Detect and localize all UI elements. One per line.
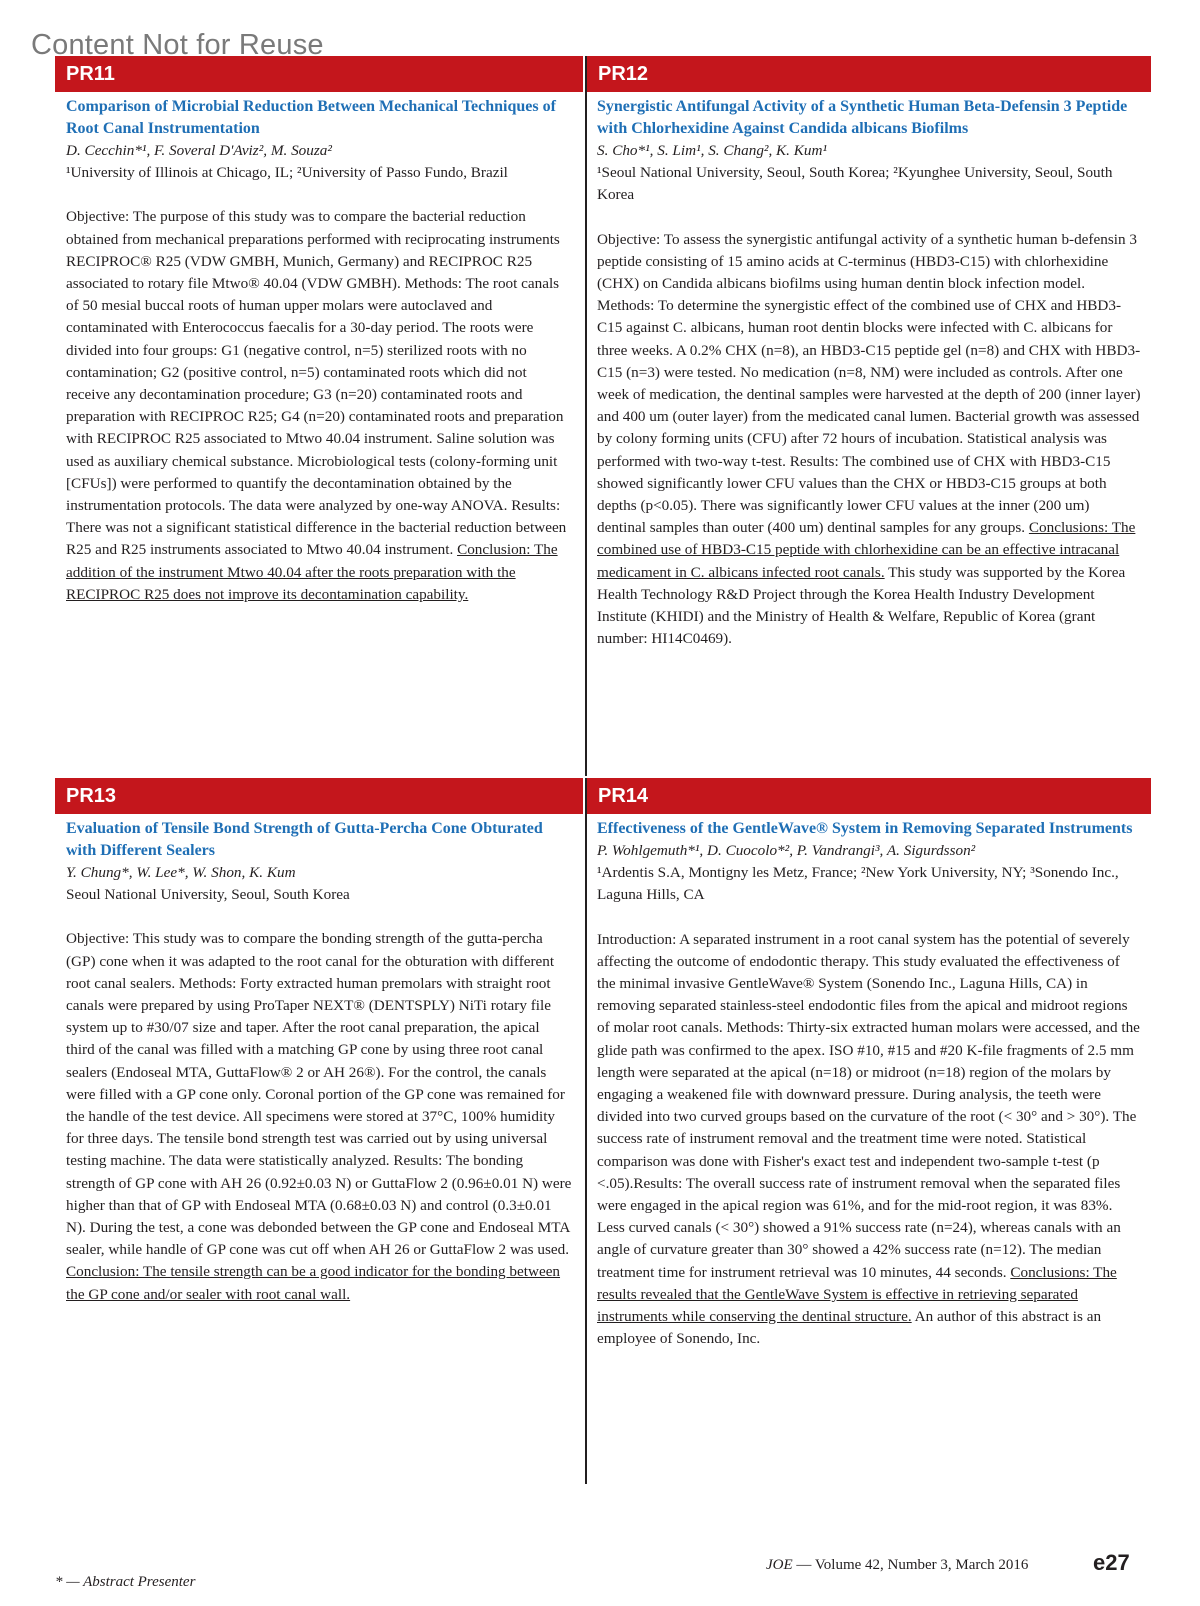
watermark: Content Not for Reuse xyxy=(31,29,324,61)
abstract-affiliations: ¹University of Illinois at Chicago, IL; ²University of Passo Fundo, Brazil xyxy=(66,164,508,182)
abstract-text: Objective: This study was to compare the bonding strength of the gutta-percha (GP) cone when it was adapted to the root canal for the obturation with different root canal sealers. Methods: Forty extracted human premolars with straight root canals were prepared by using ProTaper NEXT® (DENTSPLY) NiTi rotary file system up to #30/07 size and taper. After the root canal preparation, the apical third of the canal was filled with a matching GP cone by using three root canal sealers (Endoseal MTA, GuttaFlow® 2 or AH 26®). For the control, the canals were filled with a GP cone only. Coronal portion of the GP cone was remained for the handle of the test device. All specimens were stored at 37°C, 100% humidity for three days. The tensile bond strength test was carried out by using universal testing machine. The data were statistically analyzed. Results: The bonding strength of GP cone with AH 26 (0.92±0.03 N) or GuttaFlow 2 (0.96±0.01 N) were higher than that of GP with Endoseal MTA (0.68±0.03 N) and control (0.3±0.01 N). During the test, a cone was debonded between the GP cone and Endoseal MTA sealer, while handle of GP cone was cut off when AH 26 or GuttaFlow 2 was used. xyxy=(66,930,572,1259)
abstract-header-pr13: PR13 xyxy=(55,778,583,814)
abstract-affiliations: ¹Ardentis S.A, Montigny les Metz, France; ²New York University, NY; ³Sonendo Inc., Laguna Hills, CA xyxy=(597,864,1119,904)
abstract-conclusion: Conclusions: The results revealed that the GentleWave System is effective in retrieving separated instruments while conserving the dentinal structure. xyxy=(597,1263,1117,1326)
abstract-header-pr11: PR11 xyxy=(55,56,583,92)
abstract-pr12 xyxy=(597,96,1141,650)
abstract-title: Comparison of Microbial Reduction Between Mechanical Techniques of Root Canal Instrumentation xyxy=(66,98,556,137)
abstract-header-pr14: PR14 xyxy=(587,778,1151,814)
journal-name: JOE xyxy=(766,1557,793,1573)
abstract-title: Synergistic Antifungal Activity of a Synthetic Human Beta-Defensin 3 Peptide with Chlorhexidine Against Candida albicans Biofilms xyxy=(597,98,1128,137)
abstract-text: Objective: The purpose of this study was to compare the bacterial reduction obtained from mechanical preparations performed with reciprocating instruments RECIPROC® R25 (VDW GMBH, Munich, Germany) and RECIPROC R25 associated to rotary file Mtwo® 40.04 (VDW GMBH). Methods: The root canals of 50 mesial buccal roots of human upper molars were autoclaved and contaminated with Enterococcus faecalis for a 30-day period. The roots were divided into four groups: G1 (negative control, n=5) sterilized roots with no contamination; G2 (positive control, n=5) contaminated roots which did not receive any decontamination procedure; G3 (n=20) contaminated roots and preparation with RECIPROC R25; G4 (n=20) contaminated roots and preparation with RECIPROC R25 associated to Mtwo 40.04 instrument. Saline solution was used as auxiliary chemical substance. Microbiological tests (colony-forming unit [CFUs]) were performed to quantify the decontamination obtained by the instrumentation protocols. The data were analyzed by one-way ANOVA. Results: There was not a significant statistical difference in the bacterial reduction between R25 and R25 instruments associated to Mtwo 40.04 instrument. xyxy=(66,208,567,559)
journal-citation xyxy=(766,1557,1028,1574)
abstract-pr11 xyxy=(66,96,572,606)
abstract-authors: P. Wohlgemuth*¹, D. Cuocolo*², P. Vandrangi³, A. Sigurdsson² xyxy=(597,842,976,859)
abstract-presenter-note: * — Abstract Presenter xyxy=(55,1574,196,1590)
abstract-title: Evaluation of Tensile Bond Strength of Gutta-Percha Cone Obturated with Different Sealers xyxy=(66,820,543,859)
abstract-authors: S. Cho*¹, S. Lim¹, S. Chang², K. Kum¹ xyxy=(597,142,828,159)
abstract-disclosure-note: An author of this abstract is an employee of Sonendo, Inc. xyxy=(597,1308,1102,1348)
abstract-body xyxy=(597,229,1141,651)
column-divider-top xyxy=(585,56,587,776)
abstract-affiliations: ¹Seoul National University, Seoul, South Korea; ²Kyunghee University, Seoul, South Korea xyxy=(597,164,1113,204)
column-divider-bottom xyxy=(585,778,587,1484)
abstract-title: Effectiveness of the GentleWave® System in Removing Separated Instruments xyxy=(597,820,1133,837)
abstract-conclusion: Conclusions: The combined use of HBD3-C15 peptide with chlorhexidine can be an effective intracanal medicament in C. albicans infected root canals. xyxy=(597,519,1136,581)
abstract-authors: Y. Chung*, W. Lee*, W. Shon, K. Kum xyxy=(66,864,296,881)
abstract-body xyxy=(66,928,572,1305)
abstract-pr14 xyxy=(597,818,1141,1350)
abstract-pr13 xyxy=(66,818,572,1306)
abstract-conclusion: Conclusion: The tensile strength can be a good indicator for the bonding between the GP cone and/or sealer with root canal wall. xyxy=(66,1263,561,1303)
abstract-body xyxy=(66,206,572,606)
abstract-header-pr12: PR12 xyxy=(587,56,1151,92)
abstract-funding-note: This study was supported by the Korea Health Technology R&D Project through the Korea Health Industry Development Institute (KHIDI) and the Ministry of Health & Welfare, Republic of Korea (grant number: HI14C0469). xyxy=(597,563,1126,648)
abstract-body xyxy=(597,929,1141,1351)
abstract-text: Introduction: A separated instrument in a root canal system has the potential of severely affecting the outcome of endodontic therapy. This study evaluated the effectiveness of the minimal invasive GentleWave® System (Sonendo Inc., Laguna Hills, CA) in removing separated stainless-steel endodontic files from the apical and midroot regions of molar root canals. Methods: Thirty-six extracted human molars were accessed, and the glide path was confirmed to the apex. ISO #10, #15 and #20 K-file fragments of 2.5 mm length were separated at the apical (n=18) or midroot (n=18) region of the molars by engaging a weakened file with downward pressure. During analysis, the teeth were divided into two curved groups based on the curvature of the root (< 30° and > 30°). The success rate of instrument removal and the treatment time were noted. Statistical comparison was done with Fisher's exact test and independent two-sample t-test (p <.05).Results: The overall success rate of instrument removal when the separated files were engaged in the apical region was 61%, and for the mid-root region, it was 83%. Less curved canals (< 30°) showed a 91% success rate (n=24), whereas canals with an angle of curvature greater than 30° showed a 42% success rate (n=12). The median treatment time for instrument retrieval was 10 minutes, 44 seconds. xyxy=(597,930,1140,1281)
page-number: e27 xyxy=(1093,1550,1130,1575)
abstract-affiliations: Seoul National University, Seoul, South Korea xyxy=(66,886,350,904)
abstract-authors: D. Cecchin*¹, F. Soveral D'Aviz², M. Souza² xyxy=(66,142,332,159)
abstract-conclusion: Conclusion: The addition of the instrument Mtwo 40.04 after the roots preparation with the RECIPROC R25 does not improve its decontamination capability. xyxy=(66,541,558,603)
journal-issue: — Volume 42, Number 3, March 2016 xyxy=(796,1557,1029,1573)
abstract-text: Objective: To assess the synergistic antifungal activity of a synthetic human b-defensin 3 peptide consisting of 15 amino acids at C-terminus (HBD3-C15) with chlorhexidine (CHX) on Candida albicans biofilms using human dentin block infection model. Methods: To determine the synergistic effect of the combined use of CHX and HBD3-C15 against C. albicans, human root dentin blocks were infected with C. albicans for three weeks. A 0.2% CHX (n=8), an HBD3-C15 peptide gel (n=8) and CHX with HBD3-C15 (n=3) were tested. No medication (n=8, NM) were included as controls. After one week of medication, the dentinal samples were harvested at the depth of 200 (inner layer) and 400 um (outer layer) from the medicated canal lumen. Bacterial growth was assessed by colony forming units (CFU) after 72 hours of incubation. Statistical analysis was performed with two-way t-test. Results: The combined use of CHX with HBD3-C15 showed significantly lower CFU values than the CHX or HBD3-C15 groups at both depths (p<0.05). There was significantly lower CFU values at the inner (200 um) dentinal samples than outer (400 um) dentinal samples for any groups. xyxy=(597,230,1141,537)
